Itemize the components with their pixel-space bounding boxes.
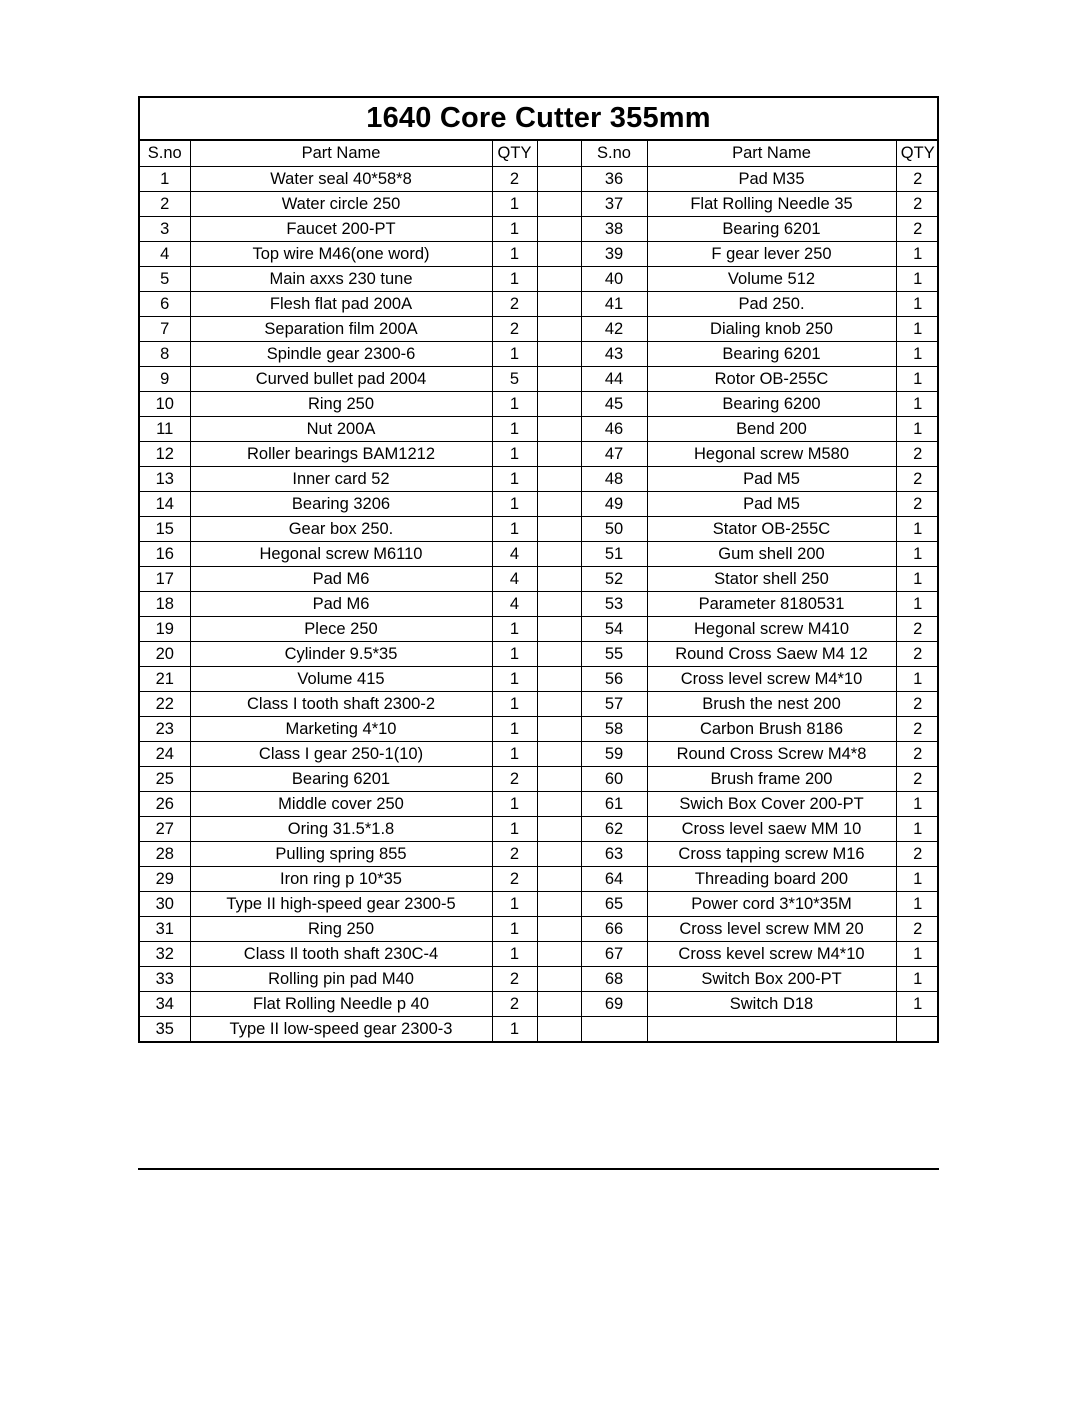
spacer-cell <box>537 791 581 816</box>
table-row <box>140 341 939 366</box>
qty-cell: 1 <box>896 966 939 991</box>
part-name-cell: Flat Rolling Needle p 40 <box>190 991 492 1016</box>
part-name-cell: Volume 415 <box>190 666 492 691</box>
spacer-cell <box>537 441 581 466</box>
sno-cell: 56 <box>581 666 647 691</box>
sno-cell: 68 <box>581 966 647 991</box>
sno-cell: 59 <box>581 741 647 766</box>
sno-cell: 29 <box>140 866 190 891</box>
qty-cell: 1 <box>492 941 537 966</box>
sno-cell: 3 <box>140 216 190 241</box>
sno-cell: 43 <box>581 341 647 366</box>
spacer-cell <box>537 216 581 241</box>
sno-cell: 12 <box>140 441 190 466</box>
part-name-cell: Switch Box 200-PT <box>647 966 896 991</box>
part-name-cell: Plece 250 <box>190 616 492 641</box>
part-name-cell: Top wire M46(one word) <box>190 241 492 266</box>
qty-cell: 1 <box>896 366 939 391</box>
table-row <box>140 616 939 641</box>
spacer-cell <box>537 566 581 591</box>
header-row <box>140 141 939 166</box>
sno-cell: 62 <box>581 816 647 841</box>
table-row <box>140 716 939 741</box>
part-name-cell: Cross tapping screw M16 <box>647 841 896 866</box>
qty-cell: 1 <box>492 641 537 666</box>
part-name-cell: Oring 31.5*1.8 <box>190 816 492 841</box>
sno-cell: 24 <box>140 741 190 766</box>
spacer-cell <box>537 616 581 641</box>
sno-cell: 27 <box>140 816 190 841</box>
part-name-cell: Bearing 6201 <box>190 766 492 791</box>
qty-cell: 2 <box>492 991 537 1016</box>
sno-cell: 8 <box>140 341 190 366</box>
spacer-cell <box>537 666 581 691</box>
table-row <box>140 466 939 491</box>
qty-cell: 1 <box>492 816 537 841</box>
table-row <box>140 991 939 1016</box>
sno-cell: 32 <box>140 941 190 966</box>
qty-cell: 1 <box>492 216 537 241</box>
sno-cell: 18 <box>140 591 190 616</box>
table-row <box>140 691 939 716</box>
qty-cell: 2 <box>492 316 537 341</box>
part-name-cell: Switch D18 <box>647 991 896 1016</box>
sno-cell: 7 <box>140 316 190 341</box>
table-row <box>140 791 939 816</box>
spacer-cell <box>537 891 581 916</box>
sno-cell: 35 <box>140 1016 190 1041</box>
spacer-cell <box>537 691 581 716</box>
part-name-cell: Pad 250. <box>647 291 896 316</box>
sno-cell: 63 <box>581 841 647 866</box>
sno-cell: 53 <box>581 591 647 616</box>
table-row <box>140 391 939 416</box>
sno-cell: 49 <box>581 491 647 516</box>
part-name-cell: Pad M6 <box>190 591 492 616</box>
spacer-cell <box>537 491 581 516</box>
sno-cell: 69 <box>581 991 647 1016</box>
table-row <box>140 1016 939 1041</box>
qty-cell: 2 <box>492 841 537 866</box>
sno-cell: 22 <box>140 691 190 716</box>
spacer-cell <box>537 191 581 216</box>
table-row <box>140 441 939 466</box>
qty-cell: 2 <box>896 641 939 666</box>
table-row <box>140 266 939 291</box>
table-row <box>140 741 939 766</box>
spacer-cell <box>537 1016 581 1041</box>
part-name-cell: Threading board 200 <box>647 866 896 891</box>
qty-cell: 2 <box>492 766 537 791</box>
table-row <box>140 216 939 241</box>
sno-cell: 17 <box>140 566 190 591</box>
qty-cell <box>896 1016 939 1041</box>
part-name-cell: Hegonal screw M580 <box>647 441 896 466</box>
spacer-cell <box>537 966 581 991</box>
sno-cell: 33 <box>140 966 190 991</box>
qty-cell: 1 <box>896 891 939 916</box>
spacer-cell <box>537 591 581 616</box>
table-row <box>140 966 939 991</box>
sno-cell: 11 <box>140 416 190 441</box>
qty-cell: 2 <box>492 866 537 891</box>
spacer-cell <box>537 816 581 841</box>
table-row <box>140 491 939 516</box>
qty-cell: 1 <box>492 516 537 541</box>
table-row <box>140 591 939 616</box>
part-name-cell: Pad M6 <box>190 566 492 591</box>
sno-cell: 44 <box>581 366 647 391</box>
qty-cell: 1 <box>492 241 537 266</box>
table-row <box>140 416 939 441</box>
header-sno-left: S.no <box>140 141 190 166</box>
qty-cell: 2 <box>896 691 939 716</box>
qty-cell: 4 <box>492 591 537 616</box>
part-name-cell: Cross level saew MM 10 <box>647 816 896 841</box>
page-title: 1640 Core Cutter 355mm <box>140 98 937 141</box>
header-part-name-right: Part Name <box>647 141 896 166</box>
sno-cell: 37 <box>581 191 647 216</box>
qty-cell: 2 <box>896 466 939 491</box>
sno-cell: 55 <box>581 641 647 666</box>
sno-cell: 57 <box>581 691 647 716</box>
sno-cell: 15 <box>140 516 190 541</box>
sno-cell: 39 <box>581 241 647 266</box>
qty-cell: 1 <box>896 241 939 266</box>
table-row <box>140 316 939 341</box>
qty-cell: 1 <box>492 1016 537 1041</box>
spacer-cell <box>537 716 581 741</box>
table-row <box>140 766 939 791</box>
qty-cell: 1 <box>492 666 537 691</box>
qty-cell: 1 <box>896 816 939 841</box>
spacer-cell <box>537 416 581 441</box>
sno-cell: 66 <box>581 916 647 941</box>
part-name-cell: Pad M35 <box>647 166 896 191</box>
table-row <box>140 816 939 841</box>
qty-cell: 1 <box>492 916 537 941</box>
table-row <box>140 891 939 916</box>
sno-cell: 51 <box>581 541 647 566</box>
part-name-cell: Brush the nest 200 <box>647 691 896 716</box>
table-row <box>140 641 939 666</box>
part-name-cell: Bearing 6201 <box>647 341 896 366</box>
part-name-cell: Class I gear 250-1(10) <box>190 741 492 766</box>
spacer-cell <box>537 466 581 491</box>
header-sno-right: S.no <box>581 141 647 166</box>
qty-cell: 1 <box>896 266 939 291</box>
qty-cell: 2 <box>896 916 939 941</box>
table-row <box>140 941 939 966</box>
part-name-cell: Cross level screw MM 20 <box>647 916 896 941</box>
qty-cell: 2 <box>896 616 939 641</box>
part-name-cell: Bearing 6200 <box>647 391 896 416</box>
qty-cell: 1 <box>492 191 537 216</box>
table-row <box>140 566 939 591</box>
qty-cell: 1 <box>492 691 537 716</box>
part-name-cell: Stator OB-255C <box>647 516 896 541</box>
table-row <box>140 241 939 266</box>
spacer-cell <box>537 766 581 791</box>
spacer-cell <box>537 316 581 341</box>
parts-list-sheet <box>138 96 939 1043</box>
qty-cell: 2 <box>492 966 537 991</box>
qty-cell: 1 <box>492 341 537 366</box>
part-name-cell: Type II low-speed gear 2300-3 <box>190 1016 492 1041</box>
table-row <box>140 291 939 316</box>
qty-cell: 1 <box>492 391 537 416</box>
qty-cell: 2 <box>492 291 537 316</box>
qty-cell: 5 <box>492 366 537 391</box>
sno-cell: 2 <box>140 191 190 216</box>
qty-cell: 1 <box>896 341 939 366</box>
part-name-cell: Marketing 4*10 <box>190 716 492 741</box>
qty-cell: 1 <box>492 741 537 766</box>
part-name-cell: Type II high-speed gear 2300-5 <box>190 891 492 916</box>
sno-cell: 61 <box>581 791 647 816</box>
part-name-cell: Dialing knob 250 <box>647 316 896 341</box>
sno-cell: 30 <box>140 891 190 916</box>
sno-cell: 28 <box>140 841 190 866</box>
sno-cell: 54 <box>581 616 647 641</box>
sno-cell: 13 <box>140 466 190 491</box>
sno-cell: 36 <box>581 166 647 191</box>
part-name-cell: Swich Box Cover 200-PT <box>647 791 896 816</box>
spacer-cell <box>537 916 581 941</box>
part-name-cell: Round Cross Saew M4 12 <box>647 641 896 666</box>
qty-cell: 1 <box>492 441 537 466</box>
part-name-cell: Pad M5 <box>647 466 896 491</box>
sno-cell: 5 <box>140 266 190 291</box>
spacer-cell <box>537 391 581 416</box>
spacer-cell <box>537 291 581 316</box>
sno-cell: 65 <box>581 891 647 916</box>
table-row <box>140 866 939 891</box>
part-name-cell: Class Il tooth shaft 230C-4 <box>190 941 492 966</box>
part-name-cell: Cylinder 9.5*35 <box>190 641 492 666</box>
qty-cell: 2 <box>896 191 939 216</box>
part-name-cell: Cross kevel screw M4*10 <box>647 941 896 966</box>
part-name-cell: Inner card 52 <box>190 466 492 491</box>
part-name-cell: Bearing 3206 <box>190 491 492 516</box>
sno-cell: 10 <box>140 391 190 416</box>
table-row <box>140 366 939 391</box>
part-name-cell: Gear box 250. <box>190 516 492 541</box>
part-name-cell: Ring 250 <box>190 916 492 941</box>
qty-cell: 1 <box>896 991 939 1016</box>
qty-cell: 1 <box>896 541 939 566</box>
part-name-cell: Hegonal screw M410 <box>647 616 896 641</box>
qty-cell: 2 <box>896 716 939 741</box>
qty-cell: 1 <box>896 291 939 316</box>
part-name-cell: Cross level screw M4*10 <box>647 666 896 691</box>
sno-cell: 25 <box>140 766 190 791</box>
qty-cell: 1 <box>896 391 939 416</box>
table-row <box>140 666 939 691</box>
sno-cell: 31 <box>140 916 190 941</box>
part-name-cell: Curved bullet pad 2004 <box>190 366 492 391</box>
part-name-cell: Bearing 6201 <box>647 216 896 241</box>
qty-cell: 1 <box>896 416 939 441</box>
qty-cell: 1 <box>896 566 939 591</box>
spacer-cell <box>537 541 581 566</box>
qty-cell: 1 <box>896 791 939 816</box>
part-name-cell: Water circle 250 <box>190 191 492 216</box>
part-name-cell: Bend 200 <box>647 416 896 441</box>
spacer-cell <box>537 366 581 391</box>
part-name-cell: Roller bearings BAM1212 <box>190 441 492 466</box>
sno-cell: 45 <box>581 391 647 416</box>
spacer-cell <box>537 841 581 866</box>
sno-cell: 4 <box>140 241 190 266</box>
qty-cell: 1 <box>492 616 537 641</box>
sno-cell: 21 <box>140 666 190 691</box>
part-name-cell <box>647 1016 896 1041</box>
part-name-cell: Pad M5 <box>647 491 896 516</box>
sno-cell: 58 <box>581 716 647 741</box>
qty-cell: 1 <box>896 591 939 616</box>
part-name-cell: Hegonal screw M6110 <box>190 541 492 566</box>
qty-cell: 2 <box>896 766 939 791</box>
spacer-cell <box>537 941 581 966</box>
sno-cell: 52 <box>581 566 647 591</box>
part-name-cell: Carbon Brush 8186 <box>647 716 896 741</box>
spacer-cell <box>537 991 581 1016</box>
sno-cell: 38 <box>581 216 647 241</box>
sno-cell: 14 <box>140 491 190 516</box>
spacer-cell <box>537 741 581 766</box>
part-name-cell: Middle cover 250 <box>190 791 492 816</box>
qty-cell: 1 <box>492 491 537 516</box>
qty-cell: 2 <box>896 216 939 241</box>
table-row <box>140 191 939 216</box>
header-part-name-left: Part Name <box>190 141 492 166</box>
part-name-cell: Class I tooth shaft 2300-2 <box>190 691 492 716</box>
sno-cell: 20 <box>140 641 190 666</box>
qty-cell: 1 <box>492 266 537 291</box>
qty-cell: 2 <box>896 166 939 191</box>
part-name-cell: Nut 200A <box>190 416 492 441</box>
parts-table <box>140 141 939 1041</box>
header-qty-left: QTY <box>492 141 537 166</box>
part-name-cell: Stator shell 250 <box>647 566 896 591</box>
table-row <box>140 916 939 941</box>
part-name-cell: Spindle gear 2300-6 <box>190 341 492 366</box>
spacer-cell <box>537 516 581 541</box>
sno-cell: 60 <box>581 766 647 791</box>
part-name-cell: Flat Rolling Needle 35 <box>647 191 896 216</box>
part-name-cell: F gear lever 250 <box>647 241 896 266</box>
part-name-cell: Flesh flat pad 200A <box>190 291 492 316</box>
table-row <box>140 541 939 566</box>
part-name-cell: Separation film 200A <box>190 316 492 341</box>
sno-cell: 48 <box>581 466 647 491</box>
qty-cell: 1 <box>896 941 939 966</box>
spacer-cell <box>537 141 581 166</box>
qty-cell: 1 <box>492 791 537 816</box>
table-row <box>140 841 939 866</box>
sno-cell: 47 <box>581 441 647 466</box>
part-name-cell: Ring 250 <box>190 391 492 416</box>
qty-cell: 1 <box>896 316 939 341</box>
sno-cell: 41 <box>581 291 647 316</box>
sno-cell: 9 <box>140 366 190 391</box>
part-name-cell: Round Cross Screw M4*8 <box>647 741 896 766</box>
spacer-cell <box>537 341 581 366</box>
qty-cell: 2 <box>896 441 939 466</box>
qty-cell: 2 <box>896 741 939 766</box>
qty-cell: 4 <box>492 566 537 591</box>
part-name-cell: Brush frame 200 <box>647 766 896 791</box>
part-name-cell: Faucet 200-PT <box>190 216 492 241</box>
sno-cell: 23 <box>140 716 190 741</box>
part-name-cell: Volume 512 <box>647 266 896 291</box>
sno-cell: 67 <box>581 941 647 966</box>
qty-cell: 1 <box>492 716 537 741</box>
qty-cell: 1 <box>492 466 537 491</box>
part-name-cell: Pulling spring 855 <box>190 841 492 866</box>
part-name-cell: Main axxs 230 tune <box>190 266 492 291</box>
qty-cell: 2 <box>492 166 537 191</box>
spacer-cell <box>537 641 581 666</box>
part-name-cell: Power cord 3*10*35M <box>647 891 896 916</box>
sno-cell: 42 <box>581 316 647 341</box>
table-row <box>140 166 939 191</box>
part-name-cell: Gum shell 200 <box>647 541 896 566</box>
sno-cell: 64 <box>581 866 647 891</box>
spacer-cell <box>537 266 581 291</box>
qty-cell: 2 <box>896 841 939 866</box>
sno-cell <box>581 1016 647 1041</box>
qty-cell: 1 <box>492 891 537 916</box>
part-name-cell: Rotor OB-255C <box>647 366 896 391</box>
qty-cell: 1 <box>896 666 939 691</box>
sno-cell: 19 <box>140 616 190 641</box>
sno-cell: 40 <box>581 266 647 291</box>
spacer-cell <box>537 166 581 191</box>
part-name-cell: Parameter 8180531 <box>647 591 896 616</box>
table-row <box>140 516 939 541</box>
sno-cell: 6 <box>140 291 190 316</box>
spacer-cell <box>537 241 581 266</box>
sno-cell: 46 <box>581 416 647 441</box>
part-name-cell: Water seal 40*58*8 <box>190 166 492 191</box>
qty-cell: 2 <box>896 491 939 516</box>
header-qty-right: QTY <box>896 141 939 166</box>
sno-cell: 34 <box>140 991 190 1016</box>
part-name-cell: Iron ring p 10*35 <box>190 866 492 891</box>
sno-cell: 26 <box>140 791 190 816</box>
sno-cell: 1 <box>140 166 190 191</box>
sno-cell: 50 <box>581 516 647 541</box>
qty-cell: 4 <box>492 541 537 566</box>
qty-cell: 1 <box>896 516 939 541</box>
qty-cell: 1 <box>492 416 537 441</box>
spacer-cell <box>537 866 581 891</box>
qty-cell: 1 <box>896 866 939 891</box>
footer-divider <box>138 1168 939 1170</box>
sno-cell: 16 <box>140 541 190 566</box>
part-name-cell: Rolling pin pad M40 <box>190 966 492 991</box>
